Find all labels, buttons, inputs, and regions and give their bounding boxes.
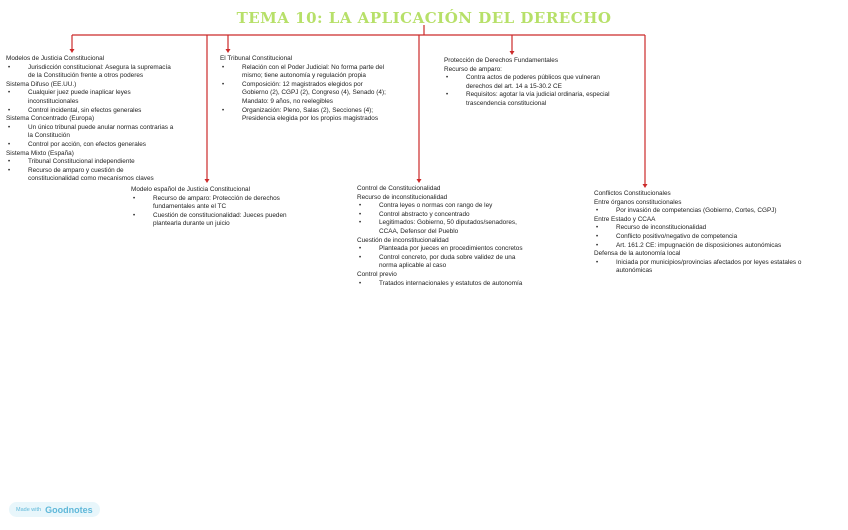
- bullet-item: • Control incidental, sin efectos generales: [6, 107, 206, 116]
- bullet-item: • Recurso de inconstitucionalidad: [594, 224, 839, 233]
- node-heading: El Tribunal Constitucional: [220, 55, 293, 62]
- node-item-list: [594, 199, 839, 276]
- bullet-item: • Por invasión de competencias (Gobierno, Cortes, CGPJ): [594, 207, 839, 216]
- node-proteccion: [444, 57, 634, 109]
- node-heading: Modelos de Justicia Constitucional: [6, 55, 105, 62]
- arrow-control: [417, 179, 422, 183]
- node-item-list: [357, 194, 557, 289]
- bullet-continuation: plantearla durante un juicio: [153, 220, 230, 228]
- bullet-continuation: constitucionalidad como mecanismos claves: [28, 175, 154, 183]
- arrow-conflictos: [643, 184, 648, 188]
- bullet-item: • Organización: Pleno, Salas (2), Secciones (4);: [220, 107, 410, 116]
- subheading: Entre Estado y CCAA: [594, 215, 656, 223]
- subheading: Defensa de la autonomía local: [594, 250, 681, 258]
- bullet-item: • Tribunal Constitucional independiente: [6, 158, 206, 167]
- node-heading: Modelo español de Justicia Constitucional: [131, 186, 251, 193]
- node-control: [357, 185, 557, 288]
- bullet-continuation: Mandato: 9 años, no reelegibles: [242, 97, 333, 105]
- bullet-continuation: Presidencia elegida por los propios magistrados: [242, 115, 379, 123]
- bullet-continuation: trascendencia constitucional: [466, 99, 547, 107]
- bullet-item: • Relación con el Poder Judicial: No forma parte del: [220, 64, 410, 73]
- node-item-list: [6, 64, 206, 184]
- bullet-continuation: autonómicas: [616, 267, 653, 275]
- bullet-continuation: fundamentales ante el TC: [153, 203, 227, 211]
- node-modelos: [6, 55, 206, 184]
- arrow-proteccion: [510, 51, 515, 55]
- bullet-item: • Recurso de amparo: Protección de derechos: [131, 195, 331, 204]
- bullet-item: • Art. 161.2 CE: impugnación de disposiciones autonómicas: [594, 242, 839, 251]
- bullet-continuation: derechos del art. 14 a 15-30.2 CE: [466, 82, 562, 90]
- bullet-item: • Planteada por jueces en procedimientos concretos: [357, 245, 557, 254]
- arrow-modelos: [70, 49, 75, 53]
- bullet-item: • Control abstracto y concentrado: [357, 211, 557, 220]
- bullet-continuation: la Constitución: [28, 132, 70, 140]
- bullet-item: • Composición: 12 magistrados elegidos por: [220, 81, 410, 90]
- arrow-tribunal: [226, 49, 231, 53]
- subheading: Sistema Mixto (España): [6, 149, 74, 157]
- bullet-continuation: CCAA, Defensor del Pueblo: [379, 227, 459, 235]
- bullet-item: • Control por acción, con efectos generales: [6, 141, 206, 150]
- node-heading: Protección de Derechos Fundamentales: [444, 57, 559, 64]
- bullet-item: • Jurisdicción constitucional: Asegura la supremacía: [6, 64, 206, 73]
- bullet-continuation: de la Constitución frente a otros poderes: [28, 72, 144, 80]
- badge-brand: Goodnotes: [45, 504, 93, 515]
- node-tribunal: [220, 55, 410, 124]
- bullet-continuation: norma aplicable al caso: [379, 262, 447, 270]
- subheading: Control previo: [357, 270, 397, 278]
- made-with-goodnotes-badge[interactable]: [9, 502, 100, 517]
- bullet-item: • Contra leyes o normas con rango de ley: [357, 202, 557, 211]
- bullet-item: • Cualquier juez puede inaplicar leyes: [6, 89, 206, 98]
- subheading: Cuestión de inconstitucionalidad: [357, 236, 449, 244]
- bullet-item: • Cuestión de constitucionalidad: Jueces pueden: [131, 212, 331, 221]
- subheading: Sistema Concentrado (Europa): [6, 115, 95, 123]
- bullet-item: • Contra actos de poderes públicos que vulneran: [444, 74, 634, 83]
- node-heading: Conflictos Constitucionales: [594, 190, 671, 197]
- bullet-item: • Requisitos: agotar la vía judicial ordinaria, especial: [444, 91, 634, 100]
- bullet-item: • Conflicto positivo/negativo de competencia: [594, 233, 839, 242]
- node-item-list: [444, 66, 634, 109]
- bullet-continuation: inconstitucionales: [28, 97, 79, 105]
- node-item-list: [220, 64, 410, 124]
- bullet-continuation: Gobierno (2), CGPJ (2), Congreso (4), Senado (4);: [242, 89, 386, 97]
- bullet-item: • Control concreto, por duda sobre validez de una: [357, 254, 557, 263]
- subheading: Recurso de amparo:: [444, 65, 502, 73]
- subheading: Entre órganos constitucionales: [594, 198, 682, 206]
- bullet-item: • Iniciada por municipios/provincias afectados por leyes estatales o: [594, 259, 839, 268]
- node-conflictos: [594, 190, 839, 276]
- subheading: Recurso de inconstitucionalidad: [357, 193, 448, 201]
- badge-prefix: Made with: [16, 506, 42, 513]
- bullet-item: • Un único tribunal puede anular normas contrarias a: [6, 124, 206, 133]
- subheading: Sistema Difuso (EE.UU.): [6, 80, 77, 88]
- page-title: TEMA 10: LA APLICACIÓN DEL DERECHO: [236, 9, 612, 27]
- node-item-list: [131, 195, 331, 229]
- bullet-item: • Tratados internacionales y estatutos de autonomía: [357, 280, 557, 289]
- node-heading: Control de Constitucionalidad: [357, 185, 441, 192]
- bullet-continuation: mismo; tiene autonomía y regulación propia: [242, 72, 366, 80]
- bullet-item: • Recurso de amparo y cuestión de: [6, 167, 206, 176]
- node-modelo-espanol: [131, 186, 331, 229]
- bullet-item: • Legitimados: Gobierno, 50 diputados/senadores,: [357, 219, 557, 228]
